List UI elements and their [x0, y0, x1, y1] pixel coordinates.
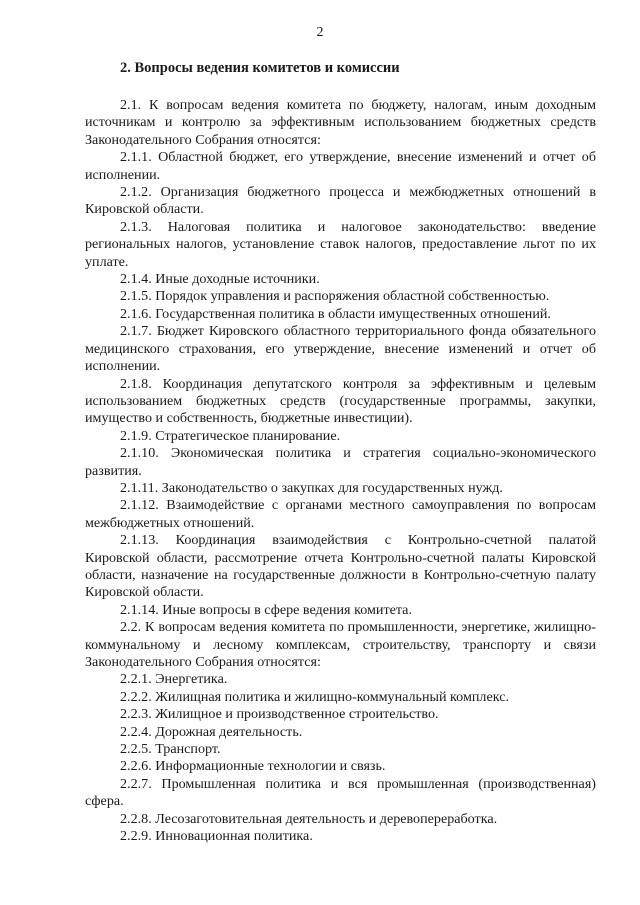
paragraph-2-2-1: 2.2.1. Энергетика. — [120, 671, 228, 688]
paragraph-2-1-10: 2.1.10. Экономическая политика и стратегия социально-экономического развития. — [85, 445, 596, 479]
paragraph-2-1-4: 2.1.4. Иные доходные источники. — [120, 271, 320, 288]
paragraph-2-2-2: 2.2.2. Жилищная политика и жилищно-коммунальный комплекс. — [120, 688, 509, 705]
paragraph-2-2-8: 2.2.8. Лесозаготовительная деятельность и деревопереработка. — [120, 810, 498, 827]
paragraph-2-1-13: 2.1.13. Координация взаимодействия с Контрольно-счетной палатой Кировской области, рассмотрение отчета Контрольно-счетной палаты Кировской области, назначение на государственные должности в Контрольно-счетную палату Кировской области. — [85, 532, 596, 601]
document-body — [85, 97, 596, 845]
paragraph-2-1-5: 2.1.5. Порядок управления и распоряжения областной собственностью. — [120, 288, 550, 305]
paragraph-2-1-2: 2.1.2. Организация бюджетного процесса и межбюджетных отношений в Кировской области. — [85, 184, 596, 218]
paragraph-2-1-11: 2.1.11. Законодательство о закупках для государственных нужд. — [120, 479, 503, 496]
paragraph-2-1-7: 2.1.7. Бюджет Кировского областного территориального фонда обязательного медицинского страхования, его утверждение, внесение изменений и отчет об исполнении. — [85, 323, 596, 375]
paragraph-2-2-9: 2.2.9. Инновационная политика. — [120, 828, 313, 845]
paragraph-2-1-14: 2.1.14. Иные вопросы в сфере ведения комитета. — [120, 601, 412, 618]
section-title: 2. Вопросы ведения комитетов и комиссии — [120, 60, 400, 76]
paragraph-2-1-12: 2.1.12. Взаимодействие с органами местного самоуправления по вопросам межбюджетных отношений. — [85, 497, 596, 531]
paragraph-2-1-6: 2.1.6. Государственная политика в области имущественных отношений. — [120, 305, 551, 322]
paragraph-2-2-4: 2.2.4. Дорожная деятельность. — [120, 723, 303, 740]
paragraph-2-2-3: 2.2.3. Жилищное и производственное строительство. — [120, 706, 439, 723]
paragraph-2-1-1: 2.1.1. Областной бюджет, его утверждение, внесение изменений и отчет об исполнении. — [85, 149, 596, 183]
paragraph-2-2-7: 2.2.7. Промышленная политика и вся промышленная (производственная) сфера. — [85, 775, 596, 810]
paragraph-2-1-8: 2.1.8. Координация депутатского контроля за эффективным и целевым использованием бюджетных средств (государственные программы, закупки, имущество и собственность, бюджетные инвестиции). — [85, 375, 596, 427]
paragraph-2-1-3: 2.1.3. Налоговая политика и налоговое законодательство: введение региональных налогов, установление ставок налогов, предоставление льгот по их уплате. — [85, 218, 596, 270]
paragraph-2-1: 2.1. К вопросам ведения комитета по бюджету, налогам, иным доходным источникам и контролю за эффективным использованием бюджетных средств Законодательного Собрания относятся: — [85, 97, 596, 148]
paragraph-2-2: 2.2. К вопросам ведения комитета по промышленности, энергетике, жилищно-коммунальному и лесному комплексам, строительству, транспорту и связи Законодательного Собрания относятся: — [85, 619, 596, 670]
paragraph-2-1-9: 2.1.9. Стратегическое планирование. — [120, 427, 341, 444]
paragraph-2-2-6: 2.2.6. Информационные технологии и связь. — [120, 758, 386, 775]
paragraph-2-2-5: 2.2.5. Транспорт. — [120, 741, 221, 758]
page-number: 2 — [316, 25, 324, 40]
